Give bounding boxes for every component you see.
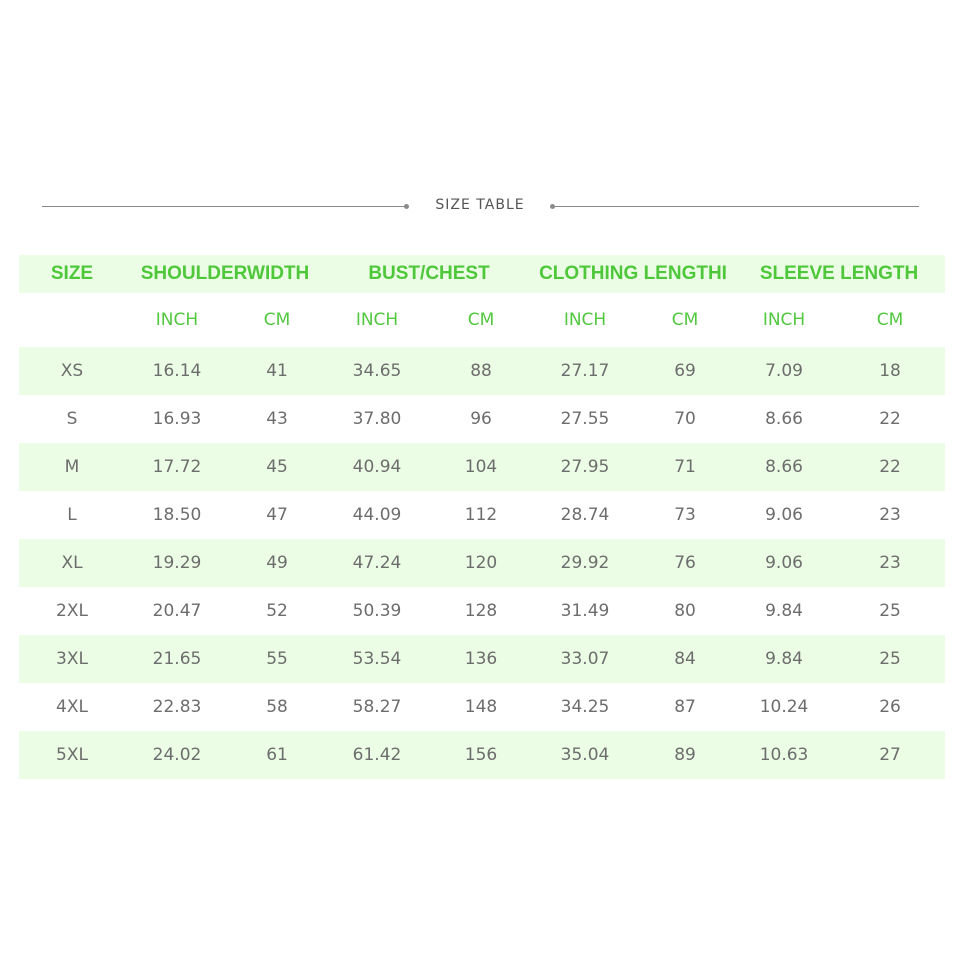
value-cell: 84	[637, 635, 733, 683]
size-cell: 4XL	[56, 697, 88, 717]
table-row	[19, 635, 945, 683]
value-cell: 22.83	[152, 697, 202, 717]
value-cell: 40.94	[325, 443, 429, 491]
value-cell: 33.07	[533, 635, 637, 683]
value-cell: 136	[429, 635, 533, 683]
value-cell: 25	[879, 601, 901, 621]
value-cell: 27.17	[533, 347, 637, 395]
unit-label: CM	[876, 310, 904, 330]
value-cell: 73	[674, 505, 696, 525]
value-cell: 128	[464, 601, 498, 621]
size-cell: XL	[19, 539, 125, 587]
value-cell: 34.25	[560, 697, 610, 717]
value-cell: 43	[266, 409, 288, 429]
size-cell: S	[66, 409, 78, 429]
title-rule-left	[42, 206, 408, 207]
size-cell: L	[67, 505, 77, 525]
value-cell: 19.29	[125, 539, 229, 587]
value-cell: 148	[464, 697, 498, 717]
value-cell: 69	[637, 347, 733, 395]
unit-label: CM	[263, 310, 291, 330]
value-cell: 20.47	[152, 601, 202, 621]
value-cell: 9.06	[733, 539, 835, 587]
value-cell: 89	[637, 731, 733, 779]
value-cell: 41	[229, 347, 325, 395]
value-cell: 27.95	[533, 443, 637, 491]
size-cell: 3XL	[19, 635, 125, 683]
table-row	[19, 539, 945, 587]
value-cell: 80	[674, 601, 696, 621]
value-cell: 47.24	[325, 539, 429, 587]
value-cell: 34.65	[325, 347, 429, 395]
value-cell: 9.84	[733, 635, 835, 683]
value-cell: 9.84	[765, 601, 803, 621]
value-cell: 8.66	[733, 443, 835, 491]
value-cell: 120	[429, 539, 533, 587]
unit-label: INCH	[762, 310, 806, 330]
value-cell: 53.54	[325, 635, 429, 683]
value-cell: 21.65	[125, 635, 229, 683]
table-row	[19, 443, 945, 491]
size-table	[19, 255, 945, 779]
table-row	[19, 491, 945, 539]
unit-label: INCH	[155, 310, 199, 330]
table-row	[19, 395, 945, 443]
value-cell: 25	[835, 635, 945, 683]
table-row	[19, 683, 945, 731]
table-row	[19, 731, 945, 779]
table-row	[19, 587, 945, 635]
value-cell: 45	[229, 443, 325, 491]
size-cell: 5XL	[19, 731, 125, 779]
units-row	[19, 293, 945, 347]
value-cell: 26	[879, 697, 901, 717]
title-rule-right	[554, 206, 919, 207]
value-cell: 96	[470, 409, 492, 429]
value-cell: 104	[429, 443, 533, 491]
title-dot-left	[404, 204, 409, 209]
value-cell: 55	[229, 635, 325, 683]
value-cell: 27	[835, 731, 945, 779]
value-cell: 8.66	[765, 409, 803, 429]
value-cell: 61.42	[325, 731, 429, 779]
value-cell: 50.39	[352, 601, 402, 621]
value-cell: 16.14	[125, 347, 229, 395]
value-cell: 58	[266, 697, 288, 717]
size-cell: M	[19, 443, 125, 491]
value-cell: 28.74	[560, 505, 610, 525]
header-size: SIZE	[19, 255, 125, 293]
value-cell: 10.24	[759, 697, 809, 717]
value-cell: 52	[266, 601, 288, 621]
value-cell: 47	[266, 505, 288, 525]
value-cell: 58.27	[352, 697, 402, 717]
value-cell: 44.09	[352, 505, 402, 525]
units-blank	[19, 293, 125, 347]
value-cell: 37.80	[352, 409, 402, 429]
size-cell: 2XL	[56, 601, 88, 621]
unit-label: INCH	[563, 310, 607, 330]
value-cell: 88	[429, 347, 533, 395]
value-cell: 18.50	[152, 505, 202, 525]
size-table-title-row	[42, 196, 919, 218]
value-cell: 76	[637, 539, 733, 587]
table-row	[19, 347, 945, 395]
size-table-title: SIZE TABLE	[435, 197, 525, 213]
header-row	[19, 255, 945, 293]
value-cell: 112	[464, 505, 498, 525]
unit-label: CM	[467, 310, 495, 330]
value-cell: 27.55	[560, 409, 610, 429]
value-cell: 70	[674, 409, 696, 429]
value-cell: 17.72	[125, 443, 229, 491]
value-cell: 7.09	[733, 347, 835, 395]
value-cell: 10.63	[733, 731, 835, 779]
value-cell: 18	[835, 347, 945, 395]
unit-label: INCH	[355, 310, 399, 330]
value-cell: 23	[835, 539, 945, 587]
value-cell: 87	[674, 697, 696, 717]
value-cell: 22	[835, 443, 945, 491]
value-cell: 24.02	[125, 731, 229, 779]
value-cell: 31.49	[560, 601, 610, 621]
value-cell: 156	[429, 731, 533, 779]
value-cell: 16.93	[152, 409, 202, 429]
value-cell: 29.92	[533, 539, 637, 587]
value-cell: 71	[637, 443, 733, 491]
size-cell: XS	[19, 347, 125, 395]
value-cell: 61	[229, 731, 325, 779]
value-cell: 35.04	[533, 731, 637, 779]
value-cell: 22	[879, 409, 901, 429]
header-clothing-length: CLOTHING LENGTHI	[533, 255, 733, 293]
header-sleeve-length: SLEEVE LENGTH	[733, 255, 945, 293]
header-shoulder-width: SHOULDERWIDTH	[125, 255, 325, 293]
value-cell: 9.06	[765, 505, 803, 525]
value-cell: 49	[229, 539, 325, 587]
header-bust-chest: BUST/CHEST	[325, 255, 533, 293]
value-cell: 23	[879, 505, 901, 525]
unit-label: CM	[671, 310, 699, 330]
